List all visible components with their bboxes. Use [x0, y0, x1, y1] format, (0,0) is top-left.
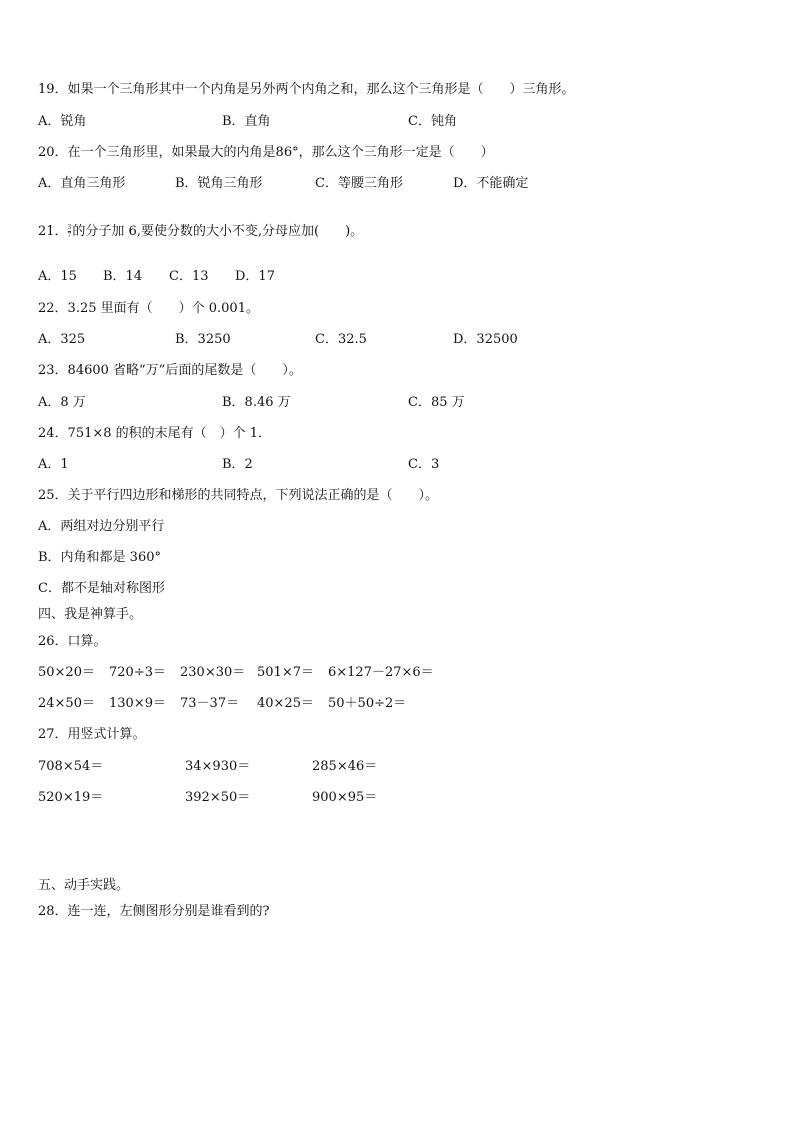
q21-option-b[interactable]: B．14 [103, 269, 143, 284]
q24-option-c[interactable]: C．3 [408, 457, 440, 472]
question-20-stem: 20．在一个三角形里，如果最大的内角是86°，那么这个三角形一定是（ ） [38, 145, 494, 160]
question-23-stem: 23．84600 省略“万”后面的尾数是（ ）。 [38, 363, 302, 378]
q20-option-c[interactable]: C．等腰三角形 [315, 176, 403, 191]
q19-option-b[interactable]: B．直角 [222, 114, 271, 129]
question-21-stem [38, 223, 363, 241]
q24-option-b[interactable]: B．2 [222, 457, 253, 472]
section-5-title: 五、动手实践。 [38, 878, 130, 893]
q23-option-c[interactable]: C．85 万 [408, 395, 465, 410]
section-4-title: 四、我是神算手。 [38, 607, 143, 622]
question-22-stem: 22．3.25 里面有（ ）个 0.001。 [38, 301, 259, 316]
q24-option-a[interactable]: A．1 [38, 457, 69, 472]
q22-option-a[interactable]: A．325 [38, 332, 86, 347]
fraction-three-sevenths [68, 224, 72, 239]
q21-option-d[interactable]: D．17 [235, 269, 275, 284]
vertical-calc-item: 708×54＝ [38, 759, 104, 774]
mental-math-item: 230×30＝ [180, 665, 246, 680]
vertical-calc-item: 900×95＝ [312, 790, 378, 805]
q20-option-a[interactable]: A．直角三角形 [38, 176, 126, 191]
q21-number: 21． [38, 224, 68, 239]
mental-math-item: 24×50＝ [38, 696, 95, 711]
mental-math-item: 130×9＝ [109, 696, 166, 711]
q23-option-b[interactable]: B．8.46 万 [222, 395, 291, 410]
question-25-stem: 25．关于平行四边形和梯形的共同特点，下列说法正确的是（ ）。 [38, 488, 439, 503]
q19-option-a[interactable]: A．锐角 [38, 114, 87, 129]
question-27-stem: 27．用竖式计算。 [38, 727, 146, 742]
mental-math-item: 50＋50÷2＝ [328, 696, 407, 711]
q22-option-d[interactable]: D．32500 [453, 332, 518, 347]
mental-math-item: 720÷3＝ [109, 665, 166, 680]
q20-option-b[interactable]: B．锐角三角形 [175, 176, 263, 191]
mental-math-item: 40×25＝ [257, 696, 314, 711]
vertical-calc-item: 285×46＝ [312, 759, 378, 774]
q21-option-c[interactable]: C．13 [169, 269, 209, 284]
q21-stem-text: 的分子加 6,要使分数的大小不变,分母应加( )。 [72, 224, 364, 239]
mental-math-item: 6×127－27×6＝ [328, 665, 434, 680]
q25-option-c[interactable]: C．都不是轴对称图形 [38, 581, 165, 596]
q23-option-a[interactable]: A．8 万 [38, 395, 86, 410]
question-26-stem: 26．口算。 [38, 634, 107, 649]
q25-option-a[interactable]: A．两组对边分别平行 [38, 519, 165, 534]
q22-option-b[interactable]: B．3250 [175, 332, 231, 347]
question-24-stem: 24．751×8 的积的末尾有（ ）个 1． [38, 426, 272, 441]
fraction-denominator: 7 [67, 232, 72, 239]
q21-option-a[interactable]: A．15 [38, 269, 77, 284]
vertical-calc-item: 34×930＝ [185, 759, 251, 774]
q20-option-d[interactable]: D．不能确定 [453, 176, 529, 191]
question-28-stem: 28．连一连，左侧图形分别是谁看到的? [38, 904, 270, 919]
mental-math-item: 501×7＝ [257, 665, 314, 680]
vertical-calc-item: 520×19＝ [38, 790, 104, 805]
question-19-stem: 19．如果一个三角形其中一个内角是另外两个内角之和，那么这个三角形是（ ）三角形。 [38, 82, 575, 97]
q19-option-c[interactable]: C．钝角 [408, 114, 457, 129]
q25-option-b[interactable]: B．内角和都是 360° [38, 550, 161, 565]
mental-math-item: 50×20＝ [38, 665, 95, 680]
vertical-calc-item: 392×50＝ [185, 790, 251, 805]
q22-option-c[interactable]: C．32.5 [315, 332, 367, 347]
fraction-numerator: 3 [67, 224, 72, 231]
mental-math-item: 73－37＝ [180, 696, 240, 711]
